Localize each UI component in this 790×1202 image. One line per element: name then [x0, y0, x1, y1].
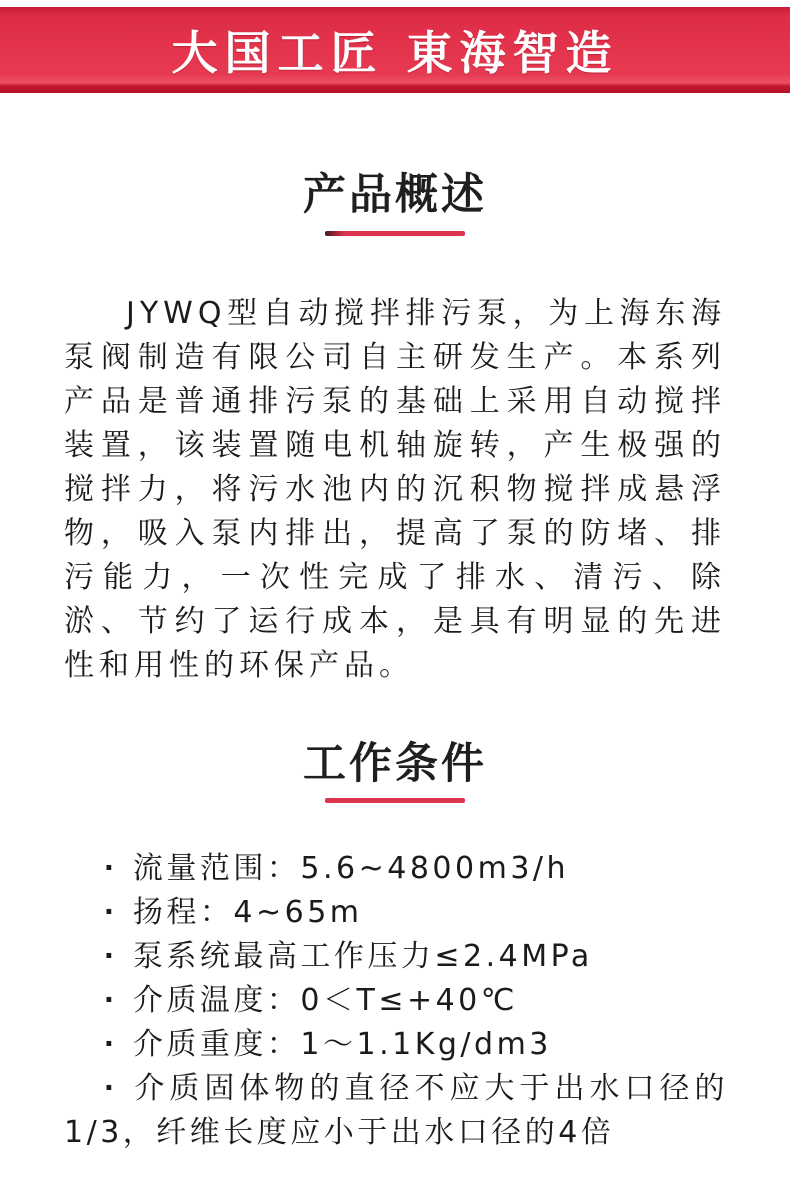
- bullet-dot: ·: [103, 1072, 118, 1105]
- list-item-text: 扬程：4~65m: [132, 895, 363, 930]
- section-product-overview: [0, 171, 790, 688]
- title-divider: [325, 231, 465, 236]
- banner-title: 大国工匠 東海智造: [171, 26, 619, 80]
- bullet-dot: ·: [103, 852, 118, 885]
- list-item-solid-size: [64, 1067, 728, 1155]
- overview-paragraph: JYWQ型自动搅拌排污泵，为上海东海泵阀制造有限公司自主研发生产。本系列产品是普通排污泵的基础上采用自动搅拌装置，该装置随电机轴旋转，产生极强的搅拌力，将污水池内的沉积物搅拌成悬浮物，吸入泵内排出，提高了泵的防堵、排污能力，一次性完成了排水、清污、除淤、节约了运行成本，是具有明显的先进性和用性的环保产品。: [64, 296, 726, 683]
- list-item-text: 介质重度：1～1.1Kg/dm3: [132, 1027, 552, 1062]
- list-item-medium-density: [64, 1023, 728, 1067]
- bullet-dot: ·: [103, 896, 118, 929]
- list-item-text: 流量范围：5.6~4800m3/h: [132, 851, 570, 886]
- section-working-conditions: [0, 740, 790, 1155]
- brand-banner: [0, 7, 790, 93]
- list-item-medium-temperature: [64, 979, 728, 1023]
- list-item-head: [64, 891, 728, 935]
- list-item-text: 介质温度：0＜T≤+40℃: [132, 983, 518, 1018]
- list-item-flow-range: [64, 847, 728, 891]
- list-item-text: 泵系统最高工作压力≤2.4MPa: [132, 939, 593, 974]
- title-divider: [325, 798, 465, 803]
- conditions-list: [64, 847, 728, 1155]
- product-detail-page: [0, 7, 790, 1202]
- list-item-max-pressure: [64, 935, 728, 979]
- bullet-dot: ·: [103, 940, 118, 973]
- section-title-overview: 产品概述: [303, 170, 487, 220]
- section-title-conditions: 工作条件: [303, 739, 487, 789]
- bullet-dot: ·: [103, 1028, 118, 1061]
- bullet-dot: ·: [103, 984, 118, 1017]
- list-item-text: 介质固体物的直径不应大于出水口径的1/3，纤维长度应小于出水口径的4倍: [64, 1071, 728, 1150]
